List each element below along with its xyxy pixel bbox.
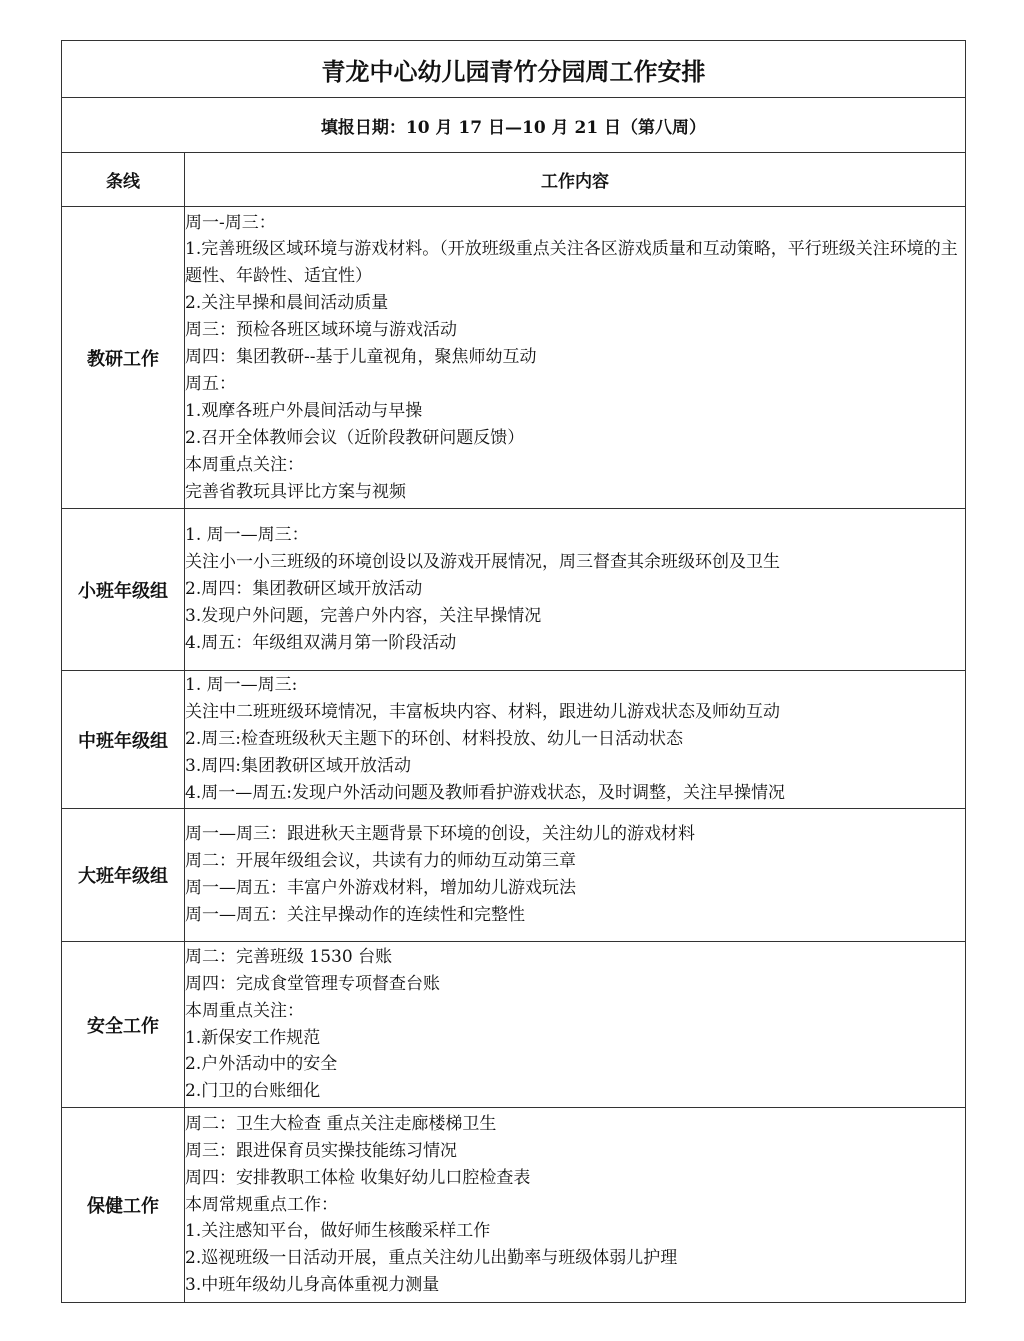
row-content bbox=[185, 509, 966, 671]
row-label: 教研工作 bbox=[62, 207, 185, 509]
content-line: 2.召开全体教师会议（近阶段教研问题反馈） bbox=[185, 427, 525, 448]
content-line: 周一—周五：关注早操动作的连续性和完整性 bbox=[185, 904, 525, 925]
content-line: 周三：跟进保育员实操技能练习情况 bbox=[185, 1140, 457, 1161]
content-line: 1. 周一—周三： bbox=[185, 525, 309, 546]
header-content: 工作内容 bbox=[185, 153, 966, 207]
table-row-health bbox=[62, 1108, 966, 1303]
content-line: 本周重点关注： bbox=[185, 1000, 304, 1021]
content-line: 2.户外活动中的安全 bbox=[185, 1054, 338, 1075]
content-line: 周一—周五：丰富户外游戏材料，增加幼儿游戏玩法 bbox=[185, 878, 576, 898]
content-line: 周二：卫生大检查 重点关注走廊楼梯卫生 bbox=[185, 1113, 497, 1134]
date-row bbox=[62, 98, 966, 153]
row-label: 大班年级组 bbox=[62, 809, 185, 942]
row-content bbox=[185, 809, 966, 942]
row-label: 小班年级组 bbox=[62, 509, 185, 671]
table-row-research bbox=[62, 207, 966, 509]
row-content bbox=[185, 1108, 966, 1303]
weekly-schedule-table bbox=[61, 40, 966, 1303]
content-line: 周一-周三： bbox=[185, 212, 276, 233]
content-line: 周四：安排教职工体检 收集好幼儿口腔检查表 bbox=[185, 1167, 531, 1188]
content-line: 周四：完成食堂管理专项督查台账 bbox=[185, 973, 440, 994]
content-line: 2.关注早操和晨间活动质量 bbox=[185, 293, 389, 314]
content-line: 1.观摩各班户外晨间活动与早操 bbox=[185, 400, 423, 421]
content-line: 周一—周三：跟进秋天主题背景下环境的创设，关注幼儿的游戏材料 bbox=[185, 824, 695, 845]
document-title: 青龙中心幼儿园青竹分园周工作安排 bbox=[62, 41, 966, 98]
content-line: 周二：开展年级组会议，共读有力的师幼互动第三章 bbox=[185, 851, 576, 872]
content-line: 周三：预检各班区域环境与游戏活动 bbox=[185, 320, 457, 341]
table-row-safety bbox=[62, 942, 966, 1108]
table-row-middle-class bbox=[62, 671, 966, 809]
row-label: 安全工作 bbox=[62, 942, 185, 1108]
content-line: 1. 周一—周三: bbox=[185, 675, 298, 696]
content-line: 周四：集团教研--基于儿童视角，聚焦师幼互动 bbox=[185, 347, 537, 368]
header-category: 条线 bbox=[62, 153, 185, 207]
content-line: 本周常规重点工作： bbox=[185, 1194, 338, 1215]
content-line: 3.发现户外问题，完善户外内容，关注早操情况 bbox=[185, 605, 542, 626]
row-label: 保健工作 bbox=[62, 1108, 185, 1303]
content-line: 周五： bbox=[185, 373, 236, 394]
content-line: 4.周一—周五:发现户外活动问题及教师看护游戏状态，及时调整，关注早操情况 bbox=[185, 782, 785, 803]
content-line: 完善省教玩具评比方案与视频 bbox=[185, 481, 406, 502]
content-line: 2.周四：集团教研区域开放活动 bbox=[185, 579, 423, 600]
table-row-small-class bbox=[62, 509, 966, 671]
content-line: 2.巡视班级一日活动开展，重点关注幼儿出勤率与班级体弱儿护理 bbox=[185, 1248, 678, 1269]
content-line: 本周重点关注： bbox=[185, 454, 304, 475]
content-line: 1.新保安工作规范 bbox=[185, 1027, 321, 1048]
table-row-large-class bbox=[62, 809, 966, 942]
row-content bbox=[185, 942, 966, 1108]
content-line: 3.中班年级幼儿身高体重视力测量 bbox=[185, 1275, 440, 1296]
row-content bbox=[185, 207, 966, 509]
content-line: 关注中二班班级环境情况，丰富板块内容、材料，跟进幼儿游戏状态及师幼互动 bbox=[185, 702, 780, 723]
content-line: 2.周三:检查班级秋天主题下的环创、材料投放、幼儿一日活动状态 bbox=[185, 729, 683, 750]
row-label: 中班年级组 bbox=[62, 671, 185, 809]
content-line: 1.完善班级区域环境与游戏材料。（开放班级重点关注各区游戏质量和互动策略，平行班级关注环境的主题性、年龄性、适宜性） bbox=[185, 239, 958, 287]
content-line: 关注小一小三班级的环境创设以及游戏开展情况，周三督查其余班级环创及卫生 bbox=[185, 552, 780, 573]
content-line: 2.门卫的台账细化 bbox=[185, 1081, 321, 1102]
content-line: 周二：完善班级 1530 台账 bbox=[185, 946, 393, 967]
content-line: 3.周四:集团教研区域开放活动 bbox=[185, 755, 411, 776]
content-line: 1.关注感知平台，做好师生核酸采样工作 bbox=[185, 1221, 491, 1242]
header-row bbox=[62, 153, 966, 207]
report-date: 填报日期：10 月 17 日—10 月 21 日（第八周） bbox=[62, 98, 966, 153]
title-row bbox=[62, 41, 966, 98]
row-content bbox=[185, 671, 966, 809]
content-line: 4.周五：年级组双满月第一阶段活动 bbox=[185, 632, 457, 653]
